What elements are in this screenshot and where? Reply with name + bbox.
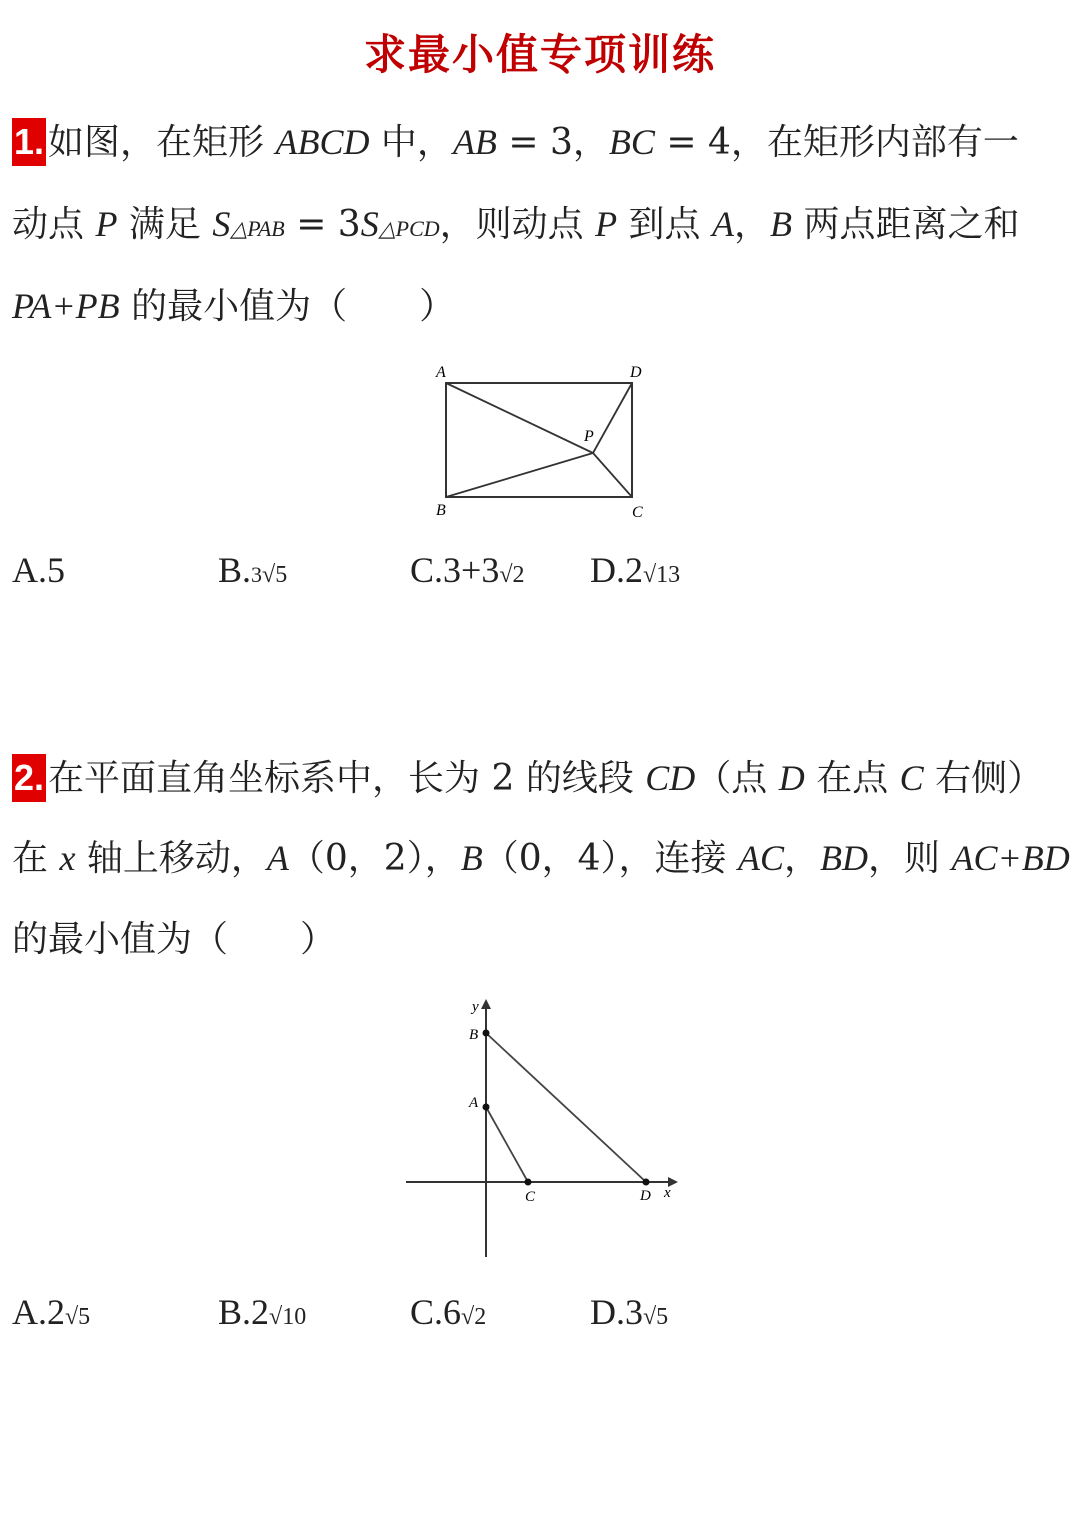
q2-label-y: y bbox=[472, 999, 479, 1015]
q2-l2-m1: x bbox=[59, 838, 76, 878]
q1-l2-m1: P bbox=[95, 204, 118, 244]
q1-option-d-label: D.2 bbox=[590, 550, 643, 590]
q1-option-c-rad: √2 bbox=[499, 562, 525, 588]
q2-option-a-rad: √5 bbox=[65, 1304, 91, 1330]
q2-line-2 bbox=[12, 834, 1070, 883]
q2-l1-t3: 在点 bbox=[804, 758, 900, 799]
q2-option-d[interactable] bbox=[590, 1288, 668, 1341]
q2-l2-m2: A bbox=[266, 838, 289, 878]
q2-l3-t1: 的最小值为（ ） bbox=[12, 919, 337, 960]
q1-label-a: A bbox=[436, 364, 446, 381]
q2-label-d: D bbox=[640, 1188, 651, 1204]
q2-l2-t1: 在 bbox=[12, 838, 60, 879]
q1-seg-dp bbox=[593, 383, 632, 453]
q2-l1-t4: 右侧） bbox=[923, 758, 1044, 799]
q1-l2-t3: = 3 bbox=[284, 204, 361, 245]
q2-l2-t3: （0，2）， bbox=[288, 838, 461, 879]
q2-l2-t2: 轴上移动， bbox=[75, 838, 267, 879]
q1-label-d: D bbox=[630, 364, 642, 381]
q2-line-1 bbox=[12, 754, 1043, 803]
q2-point-c bbox=[525, 1179, 532, 1186]
q1-l2-t4: ，则动点 bbox=[439, 204, 596, 245]
q2-l1-m1: CD bbox=[645, 758, 696, 798]
q2-label-x: x bbox=[664, 1185, 671, 1201]
page-title: 求最小值专项训练 bbox=[363, 30, 716, 79]
q2-option-a-label: A.2 bbox=[12, 1292, 65, 1332]
q1-line-2 bbox=[12, 200, 1019, 253]
q1-option-a[interactable] bbox=[12, 546, 65, 594]
q2-point-a bbox=[483, 1104, 490, 1111]
q2-l1-t2: （点 bbox=[695, 758, 779, 799]
q2-option-c-label: C.6 bbox=[410, 1292, 462, 1332]
q2-l1-t1: 在平面直角坐标系中，长为 2 的线段 bbox=[48, 758, 646, 799]
q2-option-c-rad: √2 bbox=[461, 1304, 487, 1330]
q2-l2-m3: B bbox=[460, 838, 483, 878]
q1-figure-rectangle bbox=[420, 355, 660, 525]
q2-option-d-label: D.3 bbox=[590, 1292, 643, 1332]
q2-l2-m6: AC+BD bbox=[951, 838, 1070, 878]
q2-option-d-rad: √5 bbox=[643, 1304, 669, 1330]
q2-figure-coordinate-plane bbox=[400, 995, 690, 1265]
q1-l2-t6: ， bbox=[733, 204, 770, 245]
q2-l2-m4: AC bbox=[737, 838, 784, 878]
q2-option-c[interactable] bbox=[410, 1288, 486, 1341]
q1-option-d-rad: √13 bbox=[643, 562, 681, 588]
q1-l2-m2: S bbox=[212, 204, 231, 244]
q2-line-3 bbox=[12, 916, 336, 964]
q1-l3-t1: 的最小值为（ ） bbox=[119, 286, 456, 327]
q1-l2-t2: 满足 bbox=[117, 204, 213, 245]
q1-option-b[interactable] bbox=[218, 546, 287, 599]
q1-l2-m3: S bbox=[360, 204, 379, 244]
q1-label-b: B bbox=[436, 502, 446, 519]
q1-option-a-label: A.5 bbox=[12, 550, 65, 590]
q2-l2-t6: ，则 bbox=[868, 838, 952, 879]
q1-l3-m1: PA+PB bbox=[12, 286, 120, 326]
q1-l2-s2: △PAB bbox=[230, 216, 285, 241]
q2-label-b: B bbox=[469, 1027, 479, 1043]
q1-label-p: P bbox=[584, 428, 594, 445]
q1-l2-t1: 动点 bbox=[12, 204, 96, 245]
q1-option-c[interactable] bbox=[410, 546, 525, 599]
q1-seg-bp bbox=[446, 453, 593, 497]
q1-number-badge: 1. bbox=[12, 118, 46, 166]
q2-option-b[interactable] bbox=[218, 1288, 306, 1341]
q1-l1-t1: 如图，在矩形 bbox=[48, 122, 276, 163]
q1-line-3 bbox=[12, 282, 455, 331]
q2-label-c: C bbox=[525, 1189, 536, 1205]
q1-option-b-coef: 3 bbox=[251, 562, 263, 587]
q1-l2-t7: 两点距离之和 bbox=[792, 204, 1020, 245]
q1-l2-t5: 到点 bbox=[617, 204, 712, 245]
q2-l2-t4: （0，4），连接 bbox=[482, 838, 738, 879]
q1-rect-abcd bbox=[446, 383, 632, 497]
q2-label-a: A bbox=[469, 1095, 479, 1111]
q1-l1-t4: = 4，在矩形内部有一 bbox=[654, 122, 1019, 163]
q2-l1-m3: C bbox=[899, 758, 924, 798]
q2-y-axis-arrow bbox=[481, 999, 491, 1009]
q1-seg-cp bbox=[593, 453, 632, 497]
q2-point-b bbox=[483, 1030, 490, 1037]
q2-point-d bbox=[643, 1179, 650, 1186]
q2-l1-m2: D bbox=[778, 758, 805, 798]
q1-seg-ap bbox=[446, 383, 593, 453]
q1-l2-m5: A bbox=[711, 204, 734, 244]
q1-l1-m3: BC bbox=[608, 122, 655, 162]
q2-number-badge: 2. bbox=[12, 754, 46, 802]
q2-l2-t5: ， bbox=[783, 838, 820, 879]
q1-l1-m2: AB bbox=[452, 122, 497, 162]
q1-line-1 bbox=[12, 118, 1019, 167]
q1-l1-t2: 中， bbox=[369, 122, 453, 163]
q1-l2-m4: P bbox=[595, 204, 618, 244]
q2-option-b-rad: √10 bbox=[269, 1304, 307, 1330]
q1-l1-t3: = 3， bbox=[496, 122, 609, 163]
q1-l1-m1: ABCD bbox=[275, 122, 370, 162]
q1-option-b-label: B. bbox=[218, 550, 252, 590]
q1-option-b-rad: √5 bbox=[262, 562, 288, 588]
q1-option-d[interactable] bbox=[590, 546, 680, 599]
q1-l2-s3: △PCD bbox=[378, 216, 440, 241]
q2-option-a[interactable] bbox=[12, 1288, 90, 1341]
q1-label-c: C bbox=[632, 504, 643, 521]
q1-option-c-label: C.3+3 bbox=[410, 550, 500, 590]
q2-seg-bd bbox=[486, 1033, 646, 1182]
q2-l2-m5: BD bbox=[820, 838, 868, 878]
q2-seg-ac bbox=[486, 1107, 528, 1182]
q2-option-b-label: B.2 bbox=[218, 1292, 270, 1332]
q1-l2-m6: B bbox=[770, 204, 792, 244]
